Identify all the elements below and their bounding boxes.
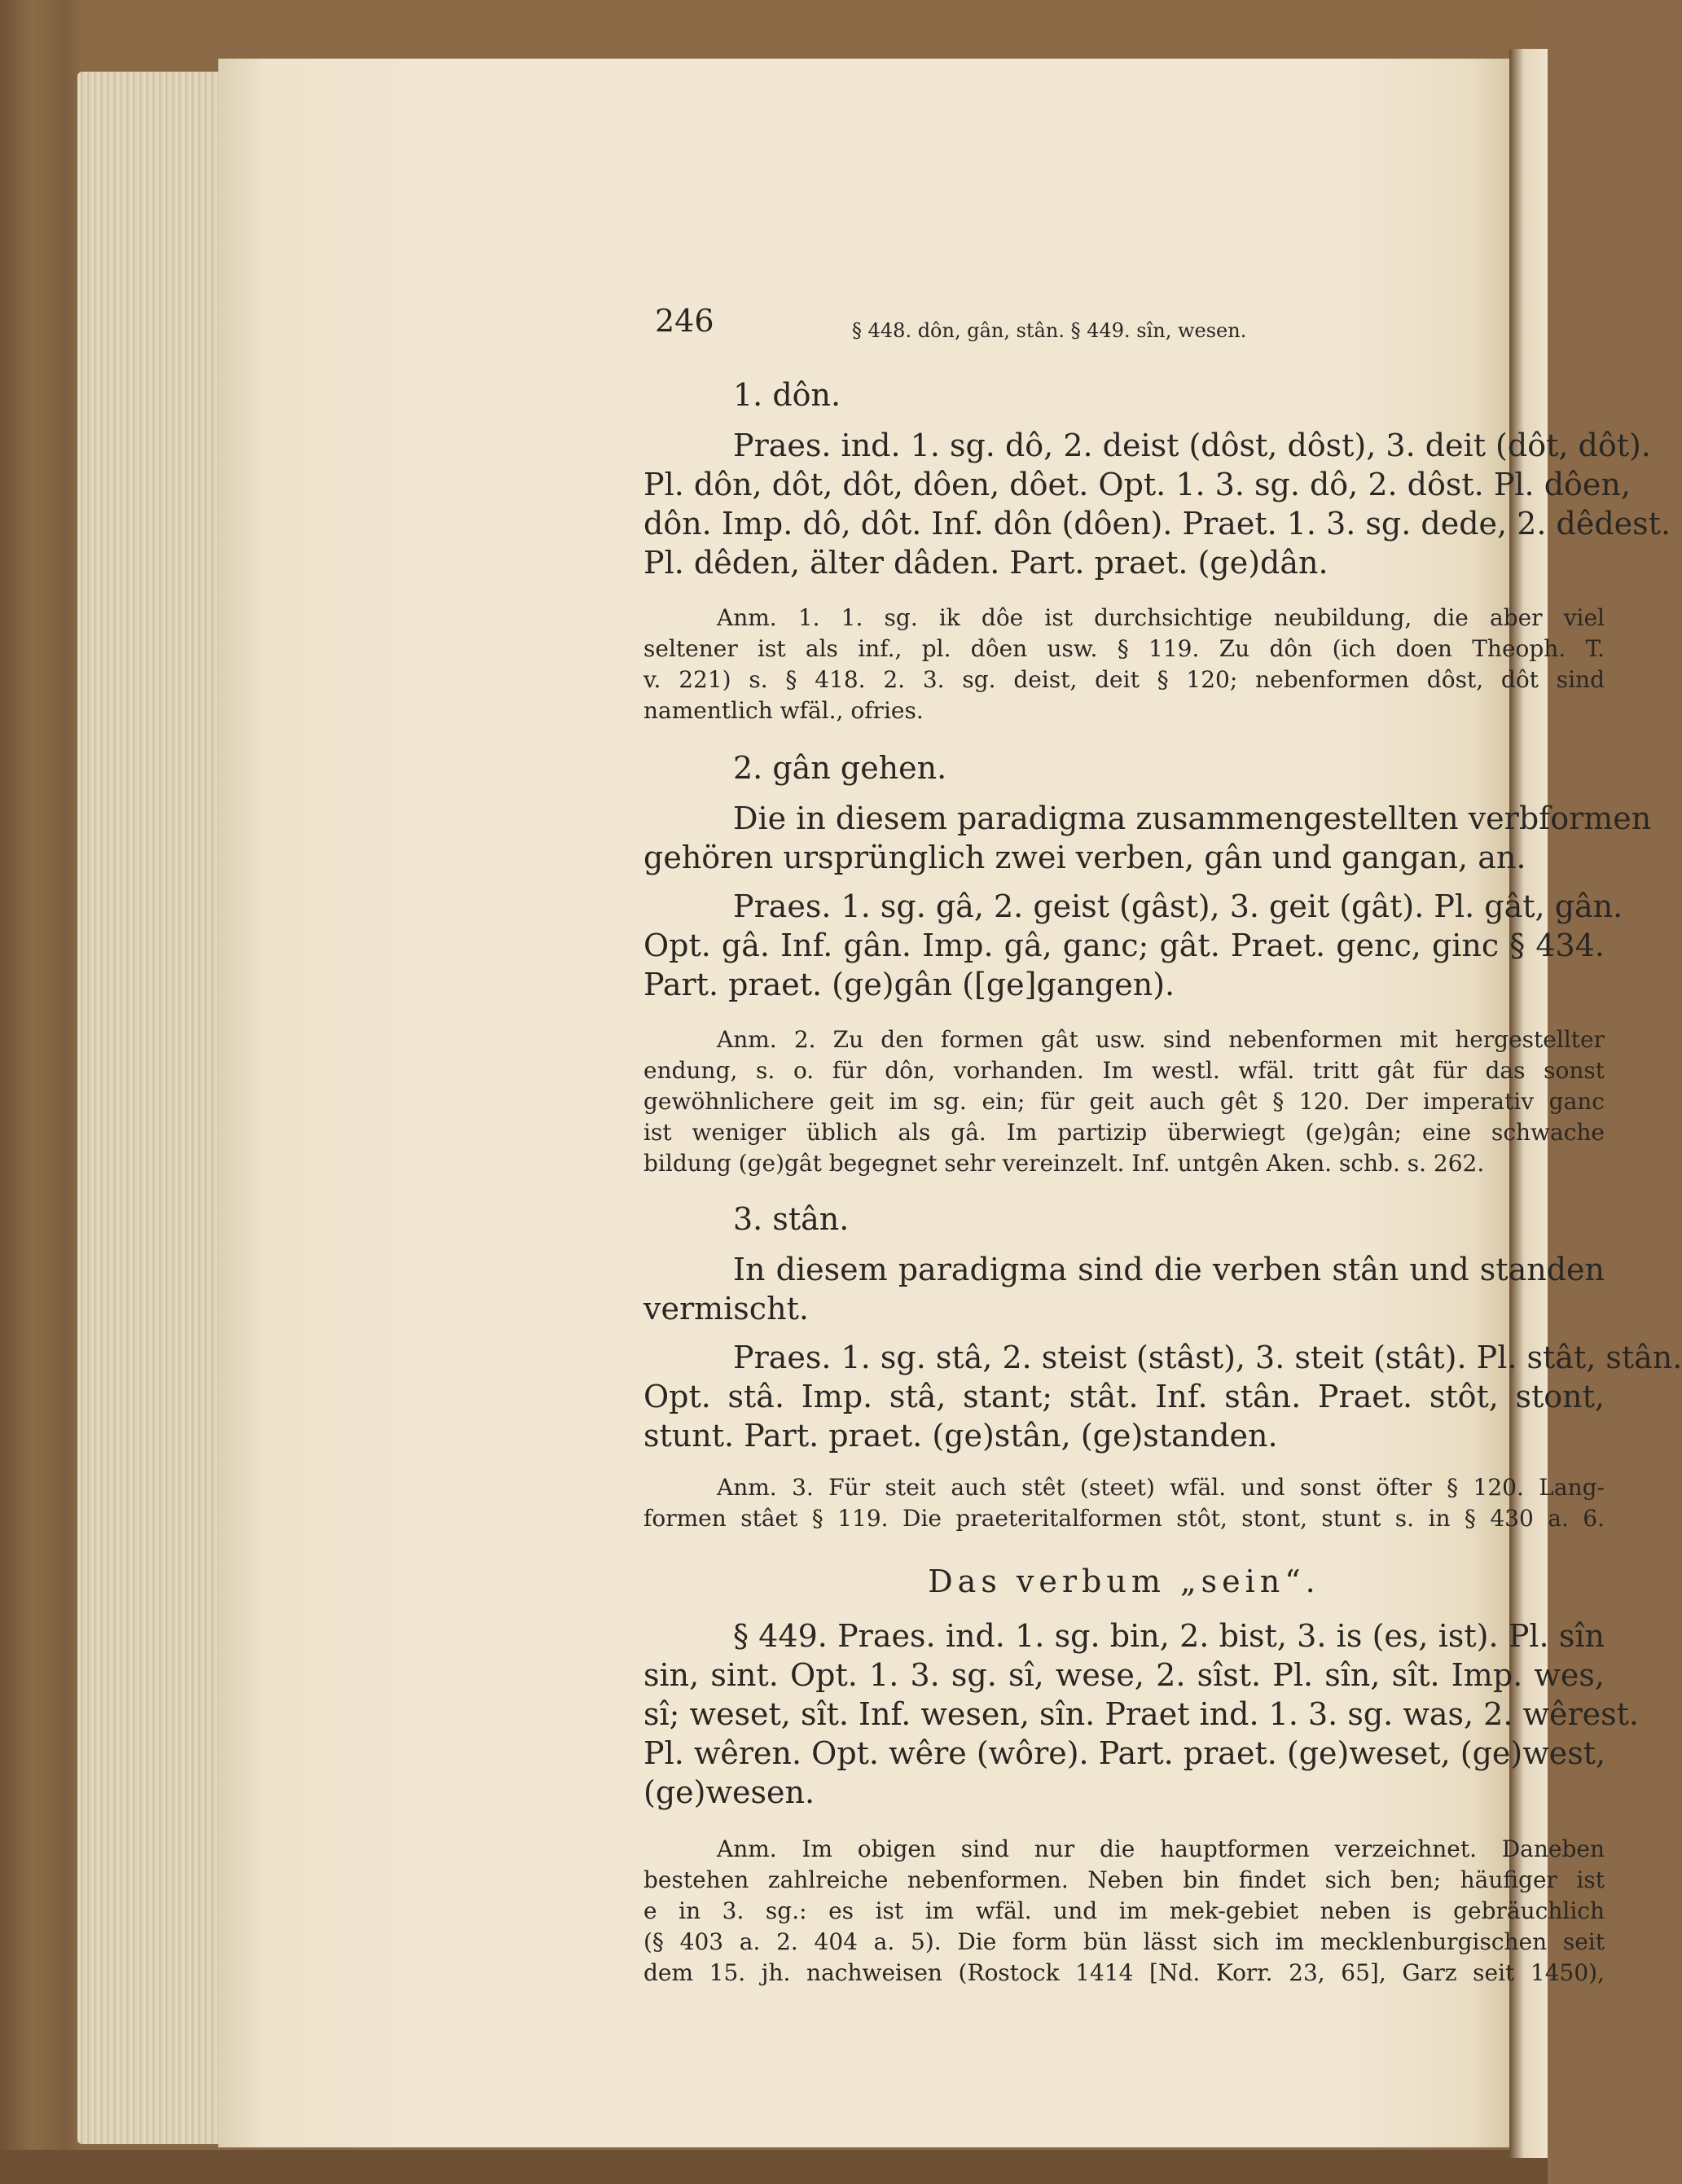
paragraph-line: Opt. stâ. Imp. stâ, stant; stât. Inf. stân. Praet. stôt, stont, [643,1379,1605,1414]
page-header [643,303,1605,352]
note-line: (§ 403 a. 2. 404 a. 5). Die form bün lässt sich im mecklenburgischen seit [643,1928,1605,1955]
note-line: Anm. Im obigen sind nur die hauptformen verzeichnet. Daneben [717,1835,1605,1862]
running-title: § 448. dôn, gân, stân. § 449. sîn, wesen. [852,319,1247,342]
paragraph-line: Part. praet. (ge)gân ([ge]gangen). [643,967,1175,1002]
note-line: gewöhnlichere geit im sg. ein; für geit auch gêt § 120. Der imperativ ganc [643,1088,1605,1115]
section-title-don: 1. dôn. [733,377,841,413]
note-line: dem 15. jh. nachweisen (Rostock 1414 [Nd. Korr. 23, 65], Garz seit 1450), [643,1959,1605,1986]
book-cover-bottom [0,2150,1548,2184]
section-title-stan: 3. stân. [733,1201,850,1237]
book-page [218,59,1682,2147]
paragraph-line: (ge)wesen. [643,1774,815,1810]
paragraph-line: Pl. dôn, dôt, dôt, dôen, dôet. Opt. 1. 3. sg. dô, 2. dôst. Pl. dôen, [643,467,1631,502]
paragraph-line: Die in diesem paradigma zusammengestellten verbformen [733,800,1652,836]
note-line: Anm. 2. Zu den formen gât usw. sind nebenformen mit hergestellter [717,1026,1605,1053]
note-line: namentlich wfäl., ofries. [643,697,924,724]
paragraph-line: vermischt. [643,1291,809,1327]
note-line: formen stâet § 119. Die praeteritalformen stôt, stont, stunt s. in § 430 a. 6. [643,1505,1605,1532]
page-edges [77,72,232,2144]
note-line: endung, s. o. für dôn, vorhanden. Im westl. wfäl. tritt gât für das sonst [643,1057,1605,1084]
note-line: v. 221) s. § 418. 2. 3. sg. deist, deit § 120; nebenformen dôst, dôt sind [643,666,1605,693]
note-line: bildung (ge)gât begegnet sehr vereinzelt. Inf. untgên Aken. schb. s. 262. [643,1150,1485,1177]
paragraph-line: Praes. 1. sg. gâ, 2. geist (gâst), 3. geit (gât). Pl. gât, gân. [733,888,1623,924]
note-line: bestehen zahlreiche nebenformen. Neben bin findet sich ben; häufiger ist [643,1866,1605,1893]
section-title-gan: 2. gân gehen. [733,750,947,786]
paragraph-line: § 449. Praes. ind. 1. sg. bin, 2. bist, 3. is (es, ist). Pl. sîn [733,1618,1605,1654]
paragraph-line: sin, sint. Opt. 1. 3. sg. sî, wese, 2. sîst. Pl. sîn, sît. Imp. wes, [643,1657,1605,1693]
note-line: seltener ist als inf., pl. dôen usw. § 119. Zu dôn (ich doen Theoph. T. [643,635,1605,662]
paragraph-line: gehören ursprünglich zwei verben, gân und gangan, an. [643,840,1526,875]
paragraph-line: Pl. dêden, älter dâden. Part. praet. (ge)dân. [643,545,1328,581]
paragraph-line: Praes. ind. 1. sg. dô, 2. deist (dôst, dôst), 3. deit (dôt, dôt). [733,428,1651,463]
paragraph-line: sî; weset, sît. Inf. wesen, sîn. Praet ind. 1. 3. sg. was, 2. wêrest. [643,1696,1640,1732]
paragraph-line: Praes. 1. sg. stâ, 2. steist (stâst), 3. steit (stât). Pl. stât, stân. [733,1340,1682,1375]
paragraph-line: Opt. gâ. Inf. gân. Imp. gâ, ganc; gât. Praet. genc, ginc § 434. [643,928,1605,963]
note-line: Anm. 1. 1. sg. ik dôe ist durchsichtige neubildung, die aber viel [717,604,1605,631]
note-line: e in 3. sg.: es ist im wfäl. und im mek-gebiet neben is gebräuchlich [643,1897,1605,1924]
paragraph-line: dôn. Imp. dô, dôt. Inf. dôn (dôen). Praet. 1. 3. sg. dede, 2. dêdest. [643,506,1671,542]
paragraph-line: In diesem paradigma sind die verben stân und standen [733,1252,1605,1287]
paragraph-line: stunt. Part. praet. (ge)stân, (ge)standen. [643,1418,1278,1454]
paragraph-line: Pl. wêren. Opt. wêre (wôre). Part. praet. (ge)weset, (ge)west, [643,1735,1606,1771]
note-line: Anm. 3. Für steit auch stêt (steet) wfäl. und sonst öfter § 120. Lang- [717,1474,1605,1501]
section-heading-sein: Das verbum „sein“. [928,1563,1320,1599]
note-line: ist weniger üblich als gâ. Im partizip überwiegt (ge)gân; eine schwache [643,1119,1605,1146]
page-number: 246 [655,303,714,339]
